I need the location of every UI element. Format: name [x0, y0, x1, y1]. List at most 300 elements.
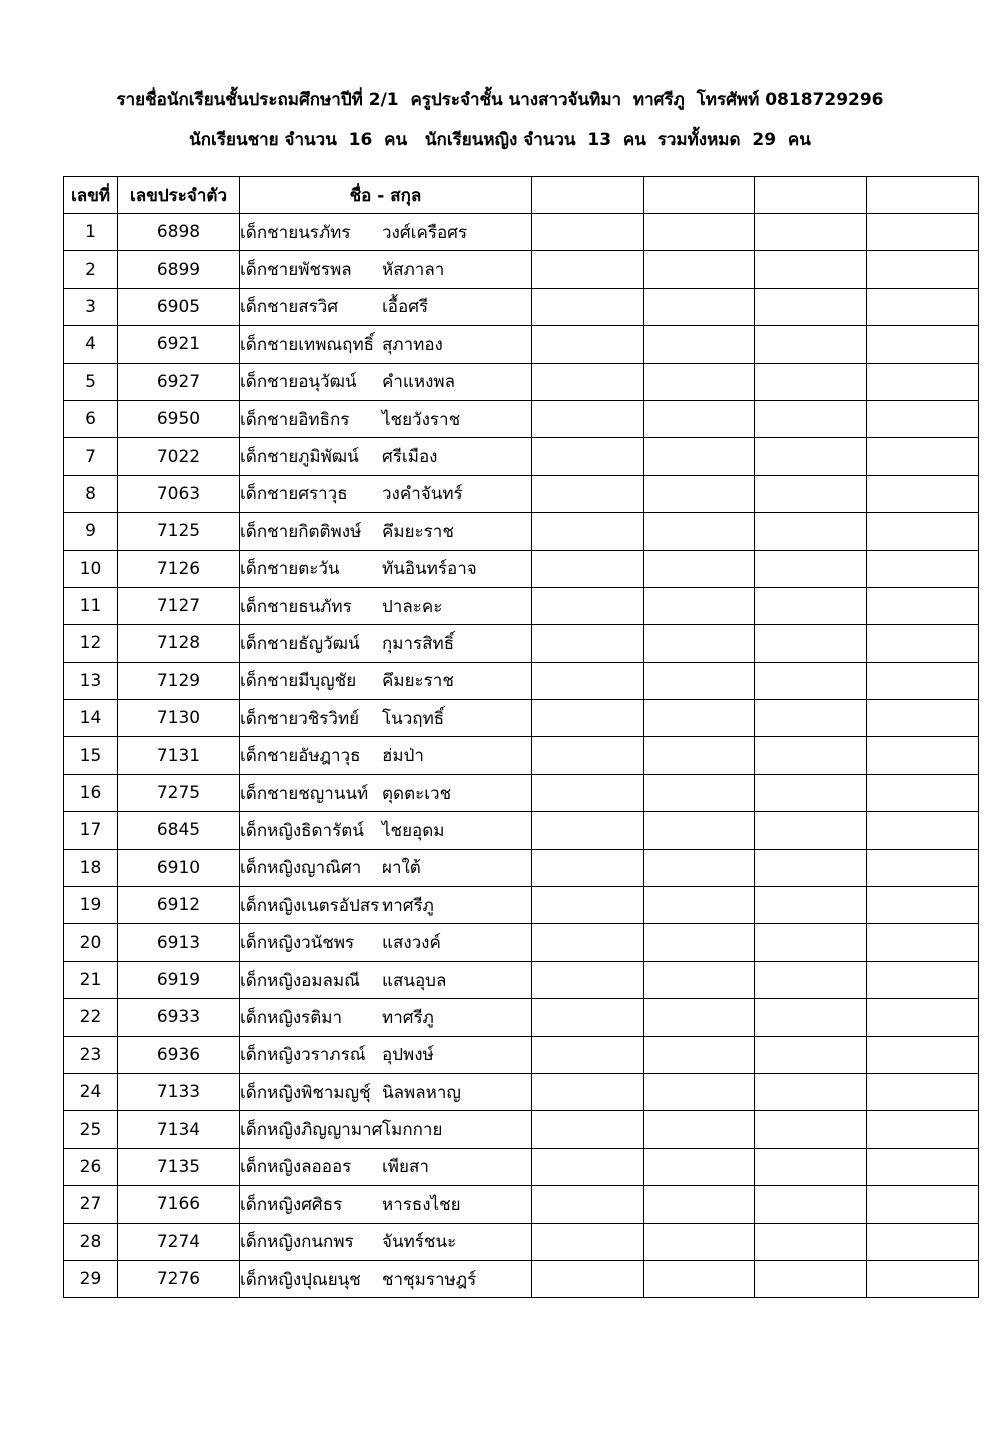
blank-cell-4	[867, 1148, 979, 1185]
blank-cell-3	[755, 1186, 867, 1223]
table-row	[64, 251, 979, 288]
last-name: ฮ่มป่า	[382, 746, 424, 767]
student-name	[240, 1111, 532, 1148]
table-row	[64, 326, 979, 363]
first-name: เด็กชายวชิรวิทย์	[240, 708, 360, 729]
row-number: 8	[64, 475, 118, 512]
last-name: เพียสา	[382, 1157, 429, 1178]
last-name: ชาชุมราษฎร์	[382, 1269, 477, 1290]
student-name	[240, 1186, 532, 1223]
blank-cell-4	[867, 251, 979, 288]
blank-cell-2	[644, 924, 755, 961]
blank-cell-1	[532, 587, 644, 624]
table-row	[64, 924, 979, 961]
first-name: เด็กหญิงกนกพร	[240, 1232, 354, 1253]
blank-cell-2	[644, 214, 755, 251]
last-name: อุปพงษ์	[382, 1045, 434, 1066]
table-row	[64, 1223, 979, 1260]
last-name: แสนอุบล	[382, 970, 447, 991]
blank-cell-1	[532, 326, 644, 363]
blank-cell-4	[867, 587, 979, 624]
table-row	[64, 737, 979, 774]
table-row	[64, 1260, 979, 1297]
row-number: 23	[64, 1036, 118, 1073]
table-row	[64, 849, 979, 886]
table-row	[64, 999, 979, 1036]
row-number: 6	[64, 400, 118, 437]
student-id: 6919	[118, 961, 240, 998]
blank-cell-1	[532, 438, 644, 475]
student-id: 7022	[118, 438, 240, 475]
blank-cell-2	[644, 438, 755, 475]
student-name	[240, 700, 532, 737]
blank-cell-2	[644, 774, 755, 811]
first-name: เด็กหญิงรติมา	[240, 1007, 343, 1028]
blank-cell-2	[644, 1036, 755, 1073]
table-row	[64, 700, 979, 737]
student-name	[240, 662, 532, 699]
first-name: เด็กชายศราวุธ	[240, 484, 348, 505]
blank-cell-4	[867, 700, 979, 737]
blank-cell-1	[532, 887, 644, 924]
last-name: คำแหงพล	[382, 372, 456, 393]
student-id: 6913	[118, 924, 240, 961]
first-name: เด็กชายธนภัทร	[240, 596, 352, 617]
table-row	[64, 1111, 979, 1148]
blank-cell-2	[644, 1260, 755, 1297]
last-name: ไชยวังราช	[382, 409, 461, 430]
last-name: หารธงไชย	[382, 1194, 461, 1215]
first-name: เด็กหญิงเนตรอัปสร	[240, 895, 380, 916]
row-number: 28	[64, 1223, 118, 1260]
blank-cell-4	[867, 363, 979, 400]
table-row	[64, 438, 979, 475]
student-id: 7131	[118, 737, 240, 774]
blank-cell-4	[867, 214, 979, 251]
blank-cell-1	[532, 1260, 644, 1297]
row-number: 7	[64, 438, 118, 475]
table-row	[64, 662, 979, 699]
row-number: 12	[64, 625, 118, 662]
row-number: 14	[64, 700, 118, 737]
blank-cell-3	[755, 513, 867, 550]
first-name: เด็กชายธัญวัฒน์	[240, 633, 360, 654]
row-number: 2	[64, 251, 118, 288]
blank-cell-4	[867, 625, 979, 662]
last-name: สุภาทอง	[382, 334, 443, 355]
blank-cell-1	[532, 999, 644, 1036]
blank-cell-3	[755, 550, 867, 587]
first-name: เด็กชายสรวิศ	[240, 297, 339, 318]
student-name	[240, 438, 532, 475]
blank-cell-4	[867, 1223, 979, 1260]
first-name: เด็กชายเทพณฤทธิ์	[240, 334, 375, 355]
first-name: เด็กชายพัชรพล	[240, 260, 352, 281]
student-id: 7127	[118, 587, 240, 624]
student-name	[240, 999, 532, 1036]
blank-cell-2	[644, 1111, 755, 1148]
blank-cell-3	[755, 288, 867, 325]
table-row	[64, 887, 979, 924]
blank-cell-3	[755, 774, 867, 811]
student-name	[240, 587, 532, 624]
first-name: เด็กชายกิตติพงษ์	[240, 521, 362, 542]
row-number: 20	[64, 924, 118, 961]
last-name: จันทร์ชนะ	[382, 1232, 457, 1253]
last-name: คึมยะราช	[382, 521, 454, 542]
column-header-blank-3	[755, 177, 867, 214]
blank-cell-4	[867, 887, 979, 924]
blank-cell-1	[532, 774, 644, 811]
blank-cell-2	[644, 737, 755, 774]
student-name	[240, 475, 532, 512]
blank-cell-3	[755, 1223, 867, 1260]
table-row	[64, 513, 979, 550]
blank-cell-1	[532, 400, 644, 437]
blank-cell-2	[644, 550, 755, 587]
student-name	[240, 961, 532, 998]
blank-cell-1	[532, 288, 644, 325]
blank-cell-4	[867, 961, 979, 998]
blank-cell-1	[532, 251, 644, 288]
row-number: 10	[64, 550, 118, 587]
last-name: หัสภาลา	[382, 260, 445, 281]
student-id: 7166	[118, 1186, 240, 1223]
blank-cell-3	[755, 999, 867, 1036]
column-header-blank-4	[867, 177, 979, 214]
blank-cell-2	[644, 400, 755, 437]
blank-cell-3	[755, 961, 867, 998]
table-row	[64, 400, 979, 437]
blank-cell-1	[532, 363, 644, 400]
student-id: 7129	[118, 662, 240, 699]
first-name: เด็กชายอัษฎาวุธ	[240, 746, 361, 767]
row-number: 9	[64, 513, 118, 550]
blank-cell-4	[867, 475, 979, 512]
student-roster-table	[63, 176, 979, 1298]
student-id: 6910	[118, 849, 240, 886]
last-name: วงศ์เครือศร	[382, 222, 468, 243]
blank-cell-2	[644, 700, 755, 737]
blank-cell-3	[755, 700, 867, 737]
first-name: เด็กชายภูมิพัฒน์	[240, 447, 359, 468]
student-name	[240, 400, 532, 437]
student-name	[240, 1223, 532, 1260]
blank-cell-1	[532, 961, 644, 998]
blank-cell-1	[532, 924, 644, 961]
row-number: 15	[64, 737, 118, 774]
blank-cell-2	[644, 999, 755, 1036]
student-id: 6905	[118, 288, 240, 325]
blank-cell-1	[532, 1223, 644, 1260]
student-id: 7125	[118, 513, 240, 550]
blank-cell-4	[867, 513, 979, 550]
student-id: 6899	[118, 251, 240, 288]
student-id: 7126	[118, 550, 240, 587]
blank-cell-4	[867, 1186, 979, 1223]
blank-cell-2	[644, 1223, 755, 1260]
table-row	[64, 1073, 979, 1110]
blank-cell-1	[532, 550, 644, 587]
student-name	[240, 1148, 532, 1185]
column-header-name: ชื่อ - สกุล	[240, 177, 532, 214]
row-number: 11	[64, 587, 118, 624]
table-row	[64, 475, 979, 512]
blank-cell-2	[644, 961, 755, 998]
blank-cell-2	[644, 587, 755, 624]
student-name	[240, 1260, 532, 1297]
table-row	[64, 812, 979, 849]
blank-cell-4	[867, 1073, 979, 1110]
blank-cell-4	[867, 737, 979, 774]
blank-cell-1	[532, 662, 644, 699]
blank-cell-3	[755, 326, 867, 363]
blank-cell-4	[867, 812, 979, 849]
student-id: 7135	[118, 1148, 240, 1185]
row-number: 17	[64, 812, 118, 849]
blank-cell-3	[755, 363, 867, 400]
blank-cell-3	[755, 587, 867, 624]
last-name: ทาศรีภู	[382, 895, 434, 916]
blank-cell-4	[867, 400, 979, 437]
blank-cell-2	[644, 887, 755, 924]
student-id: 6927	[118, 363, 240, 400]
last-name: โมกกาย	[382, 1120, 443, 1141]
table-header-row	[64, 177, 979, 214]
table-row	[64, 550, 979, 587]
student-id: 6950	[118, 400, 240, 437]
student-name	[240, 288, 532, 325]
first-name: เด็กหญิงศศิธร	[240, 1194, 343, 1215]
blank-cell-4	[867, 326, 979, 363]
blank-cell-2	[644, 363, 755, 400]
blank-cell-3	[755, 251, 867, 288]
first-name: เด็กชายชญานนท์	[240, 783, 369, 804]
last-name: แสงวงค์	[382, 933, 441, 954]
student-id: 7275	[118, 774, 240, 811]
blank-cell-3	[755, 1260, 867, 1297]
student-name	[240, 363, 532, 400]
blank-cell-3	[755, 400, 867, 437]
first-name: เด็กชายอนุวัฒน์	[240, 372, 357, 393]
student-id: 7274	[118, 1223, 240, 1260]
first-name: เด็กหญิงธิดารัตน์	[240, 820, 364, 841]
student-id: 6845	[118, 812, 240, 849]
student-name	[240, 513, 532, 550]
blank-cell-4	[867, 438, 979, 475]
blank-cell-3	[755, 625, 867, 662]
blank-cell-1	[532, 625, 644, 662]
last-name: ตุดตะเวช	[382, 783, 452, 804]
last-name: ทาศรีภู	[382, 1007, 434, 1028]
first-name: เด็กชายนรภัทร	[240, 222, 351, 243]
blank-cell-2	[644, 288, 755, 325]
first-name: เด็กชายมีบุญชัย	[240, 671, 357, 692]
last-name: กุมารสิทธิ์	[382, 633, 455, 654]
row-number: 22	[64, 999, 118, 1036]
first-name: เด็กชายอิทธิกร	[240, 409, 350, 430]
blank-cell-1	[532, 1186, 644, 1223]
first-name: เด็กหญิงอมลมณี	[240, 970, 360, 991]
blank-cell-1	[532, 475, 644, 512]
first-name: เด็กหญิงลอออร	[240, 1157, 352, 1178]
blank-cell-3	[755, 1073, 867, 1110]
row-number: 5	[64, 363, 118, 400]
student-name	[240, 326, 532, 363]
row-number: 1	[64, 214, 118, 251]
student-name	[240, 887, 532, 924]
last-name: ปาละคะ	[382, 596, 443, 617]
student-id: 6933	[118, 999, 240, 1036]
student-name	[240, 774, 532, 811]
blank-cell-4	[867, 1111, 979, 1148]
blank-cell-4	[867, 1036, 979, 1073]
student-name	[240, 625, 532, 662]
last-name: วงคำจันทร์	[382, 484, 463, 505]
blank-cell-2	[644, 1073, 755, 1110]
table-row	[64, 1036, 979, 1073]
blank-cell-3	[755, 1111, 867, 1148]
blank-cell-3	[755, 475, 867, 512]
last-name: คึมยะราช	[382, 671, 454, 692]
blank-cell-1	[532, 812, 644, 849]
first-name: เด็กหญิงญาณิศา	[240, 858, 362, 879]
last-name: โนวฤทธิ์	[382, 708, 445, 729]
table-row	[64, 587, 979, 624]
last-name: ไชยอุดม	[382, 820, 445, 841]
student-name	[240, 1036, 532, 1073]
blank-cell-1	[532, 1036, 644, 1073]
blank-cell-2	[644, 812, 755, 849]
blank-cell-3	[755, 1148, 867, 1185]
blank-cell-3	[755, 924, 867, 961]
row-number: 24	[64, 1073, 118, 1110]
first-name: เด็กชายตะวัน	[240, 559, 340, 580]
blank-cell-2	[644, 625, 755, 662]
blank-cell-2	[644, 662, 755, 699]
table-row	[64, 625, 979, 662]
last-name: ศรีเมือง	[382, 447, 438, 468]
column-header-blank-2	[644, 177, 755, 214]
column-header-student-id: เลขประจำตัว	[118, 177, 240, 214]
row-number: 25	[64, 1111, 118, 1148]
first-name: เด็กหญิงพิชามญชุ์	[240, 1082, 371, 1103]
column-header-blank-1	[532, 177, 644, 214]
blank-cell-1	[532, 1148, 644, 1185]
blank-cell-4	[867, 288, 979, 325]
blank-cell-2	[644, 513, 755, 550]
blank-cell-4	[867, 849, 979, 886]
blank-cell-2	[644, 849, 755, 886]
blank-cell-4	[867, 550, 979, 587]
blank-cell-1	[532, 1073, 644, 1110]
table-row	[64, 961, 979, 998]
blank-cell-1	[532, 737, 644, 774]
row-number: 3	[64, 288, 118, 325]
first-name: เด็กหญิงภิญญามาศ	[240, 1120, 383, 1141]
student-name	[240, 251, 532, 288]
row-number: 19	[64, 887, 118, 924]
student-name	[240, 812, 532, 849]
blank-cell-3	[755, 662, 867, 699]
blank-cell-4	[867, 774, 979, 811]
document-title: รายชื่อนักเรียนชั้นประถมศึกษาปีที่ 2/1 ครูประจำชั้น นางสาวจันทิมา ทาศรีภู โทรศัพท์ 0818729296	[116, 90, 884, 110]
blank-cell-4	[867, 1260, 979, 1297]
roster-body	[64, 214, 979, 1298]
table-row	[64, 1148, 979, 1185]
blank-cell-1	[532, 214, 644, 251]
student-id: 7063	[118, 475, 240, 512]
row-number: 29	[64, 1260, 118, 1297]
table-row	[64, 774, 979, 811]
student-id: 6936	[118, 1036, 240, 1073]
blank-cell-2	[644, 475, 755, 512]
row-number: 27	[64, 1186, 118, 1223]
last-name: ผาใต้	[382, 858, 421, 879]
student-name	[240, 214, 532, 251]
blank-cell-3	[755, 438, 867, 475]
table-row	[64, 363, 979, 400]
blank-cell-4	[867, 924, 979, 961]
blank-cell-1	[532, 1111, 644, 1148]
blank-cell-1	[532, 849, 644, 886]
student-name	[240, 924, 532, 961]
last-name: ทันอินทร์อาจ	[382, 559, 477, 580]
blank-cell-2	[644, 326, 755, 363]
blank-cell-2	[644, 251, 755, 288]
student-name	[240, 1073, 532, 1110]
table-row	[64, 288, 979, 325]
student-name	[240, 737, 532, 774]
blank-cell-3	[755, 1036, 867, 1073]
row-number: 21	[64, 961, 118, 998]
first-name: เด็กหญิงวนัชพร	[240, 933, 355, 954]
blank-cell-3	[755, 214, 867, 251]
student-id: 6912	[118, 887, 240, 924]
row-number: 18	[64, 849, 118, 886]
row-number: 4	[64, 326, 118, 363]
blank-cell-3	[755, 849, 867, 886]
table-row	[64, 214, 979, 251]
student-id: 7130	[118, 700, 240, 737]
student-id: 6921	[118, 326, 240, 363]
row-number: 16	[64, 774, 118, 811]
first-name: เด็กหญิงวราภรณ์	[240, 1045, 366, 1066]
blank-cell-2	[644, 1186, 755, 1223]
student-id: 7128	[118, 625, 240, 662]
blank-cell-3	[755, 812, 867, 849]
blank-cell-3	[755, 737, 867, 774]
student-id: 7133	[118, 1073, 240, 1110]
last-name: เอื้อศรี	[382, 297, 429, 318]
blank-cell-1	[532, 700, 644, 737]
blank-cell-4	[867, 662, 979, 699]
student-id: 7276	[118, 1260, 240, 1297]
last-name: นิลพลหาญ	[382, 1082, 461, 1103]
blank-cell-4	[867, 999, 979, 1036]
blank-cell-2	[644, 1148, 755, 1185]
student-name	[240, 550, 532, 587]
student-id: 7134	[118, 1111, 240, 1148]
student-id: 6898	[118, 214, 240, 251]
blank-cell-1	[532, 513, 644, 550]
student-count-summary: นักเรียนชาย จำนวน 16 คน นักเรียนหญิง จำนวน 13 คน รวมทั้งหมด 29 คน	[189, 130, 811, 150]
row-number: 26	[64, 1148, 118, 1185]
table-row	[64, 1186, 979, 1223]
row-number: 13	[64, 662, 118, 699]
blank-cell-3	[755, 887, 867, 924]
column-header-number: เลขที่	[64, 177, 118, 214]
